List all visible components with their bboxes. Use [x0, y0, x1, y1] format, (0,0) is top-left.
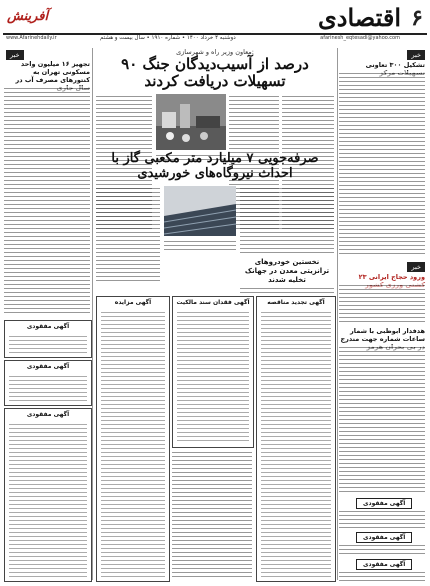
ad-body: [261, 310, 331, 578]
right-ad-text-2: [339, 543, 425, 557]
right-item3-title: هدفدار ابوظبی با شمار ساعات شماره جهت مندرج: [340, 327, 425, 343]
newspaper-logo: آفرینش: [7, 9, 49, 24]
subhead-text: [240, 286, 334, 294]
war-damage-photo: [156, 94, 226, 150]
right-ad-label-3: آگهی مفقودی: [356, 559, 412, 570]
story2-text-right: [240, 186, 334, 256]
solar-caption: [164, 239, 236, 253]
left-ad-3: [4, 408, 92, 582]
email-text: afarinesh_eqtesadi@yahoo.com: [320, 35, 400, 41]
ad-box-right: [256, 296, 336, 582]
masthead-title: اقتصادی: [318, 3, 401, 32]
main-kicker: معاون وزیر راه و شهرسازی:: [176, 48, 254, 56]
main-photo: [156, 94, 226, 150]
right-item2-text: [339, 283, 425, 323]
main-headline: ۹۰ درصد از آسیب‌دیدگان جنگ تسهیلات دریافت کردند: [121, 55, 309, 90]
subhead: نخستین خودروهای ترانزیتی معدن در جهانک تخلیه شدند: [244, 258, 330, 284]
column-divider: [92, 48, 93, 580]
ad-title: آگهی مفقودی: [26, 411, 70, 418]
page-number: ۶: [411, 5, 423, 31]
ad-box-middle: [172, 296, 254, 448]
ad-body: [9, 422, 87, 578]
ad-title: آگهی مزایده: [114, 299, 152, 306]
second-headline: صرفه‌جویی ۷ میلیارد متر مکعبی گاز با احداث نیروگاه‌های خورشیدی: [111, 151, 319, 181]
right-column-text: [339, 71, 425, 257]
ad-title: آگهی تجدید مناقصه: [267, 299, 325, 306]
ad-title: آگهی مفقودی: [26, 363, 70, 370]
right-item3-text: [339, 345, 425, 495]
ad-body: [177, 310, 249, 444]
right-item2-title: ورود حجاج ایرانی ۲۳: [358, 273, 425, 281]
right-item1-title: تشکیل ۳۰۰ تعاونی: [365, 61, 425, 69]
dateline: دوشنبه ۴ خرداد ۱۴۰۰ • شماره ۱۹۱۰ • سال بیست و هشتم: [100, 35, 236, 41]
ad-title: آگهی فقدان سند مالکیت: [176, 299, 250, 306]
solar-photo: [164, 186, 236, 236]
right-section-label-2: خبر: [407, 262, 425, 272]
ad-title: آگهی مفقودی: [26, 323, 70, 330]
solar-panels-photo: [164, 186, 236, 236]
left-ad-1: [4, 320, 92, 358]
right-ad-text-1: [339, 509, 425, 529]
left-section-label: خبر: [6, 50, 24, 60]
ad-middle-lower: [172, 450, 252, 580]
right-ad-label-1: آگهی مفقودی: [356, 498, 412, 509]
right-ad-text-3: [339, 570, 425, 582]
website-text: www.Afarinehdaily.ir: [6, 35, 57, 41]
story2-text-left: [96, 186, 160, 281]
right-ad-label-2: آگهی مفقودی: [356, 532, 412, 543]
ad-body: [9, 334, 87, 354]
column-divider: [337, 48, 338, 580]
ad-body: [101, 310, 165, 578]
right-section-label: خبر: [407, 50, 425, 60]
ad-box-left: [96, 296, 170, 582]
left-column-text: [4, 86, 90, 316]
left-headline: تجهیز ۱۶ میلیون واحد مسکونی تهران به کنتورهای مصرف آب در: [15, 60, 90, 84]
ad-body: [9, 374, 87, 402]
left-ad-2: [4, 360, 92, 406]
